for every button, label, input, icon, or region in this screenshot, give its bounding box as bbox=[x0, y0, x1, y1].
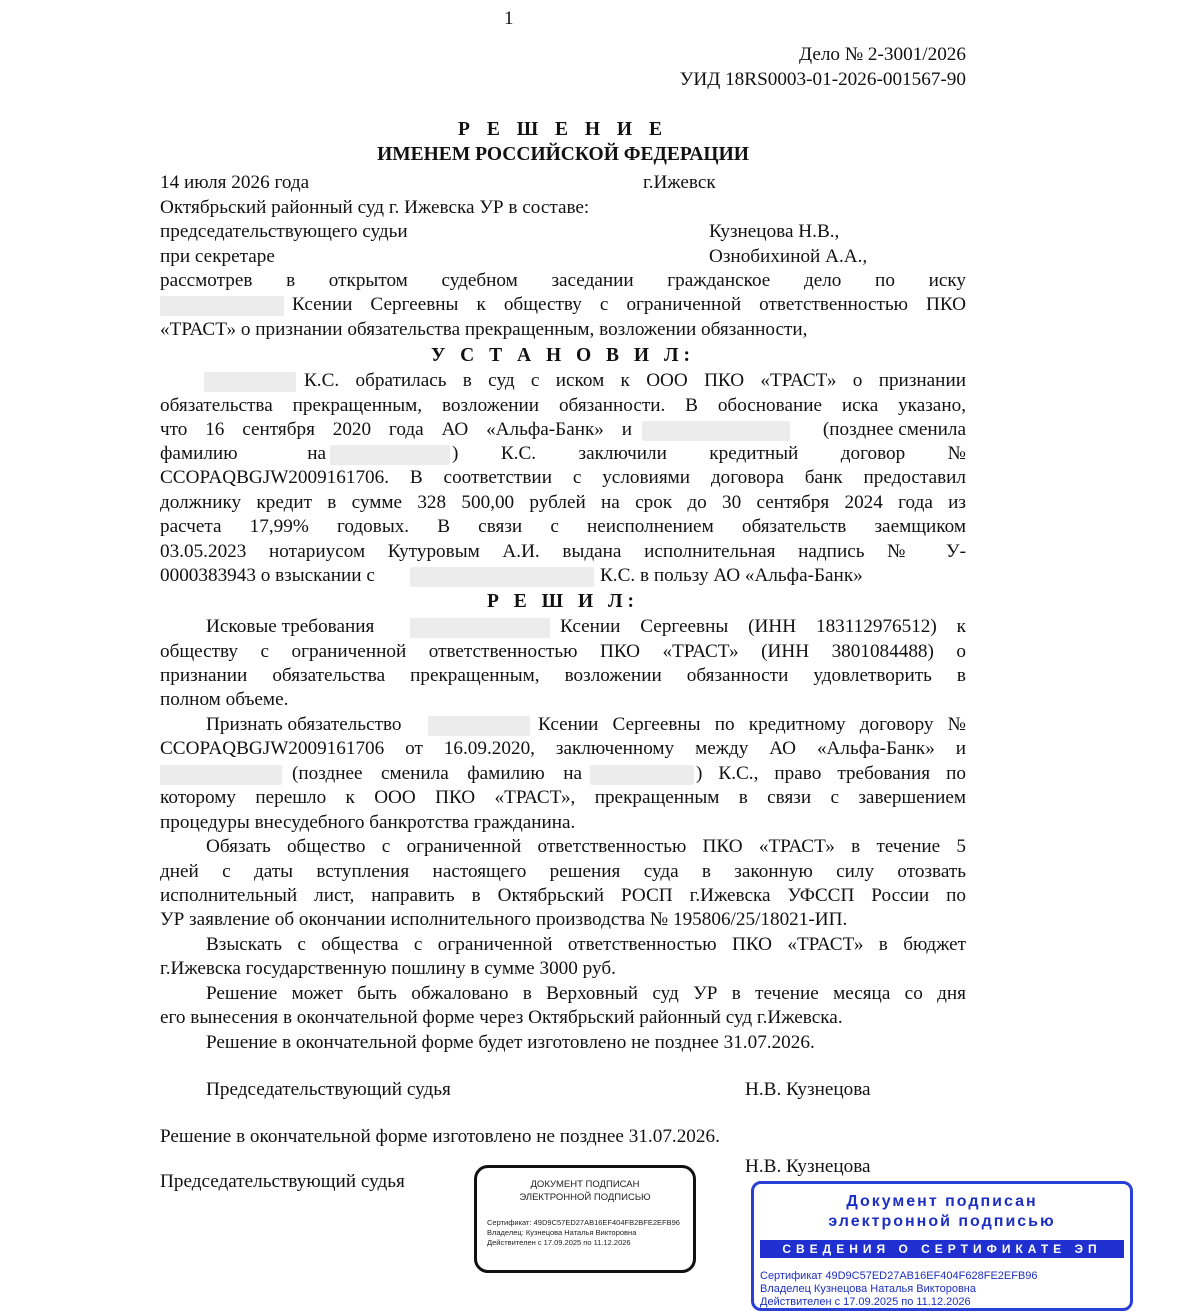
decision-date: 14 июля 2026 года bbox=[160, 172, 310, 193]
established-line: К.С. обратилась в суд с иском к ООО ПКО «ТРАСТ» о признании bbox=[304, 370, 966, 391]
decided-line: CCOPAQBGJW2009161706 от 16.09.2020, заключенному между АО «Альфа-Банк» и bbox=[160, 738, 966, 759]
stamp-blue-owner: Владелец Кузнецова Наталья Викторовна bbox=[760, 1283, 977, 1295]
redacted-name bbox=[204, 372, 296, 392]
redacted-name bbox=[410, 618, 550, 638]
judge-name: Кузнецова Н.В., bbox=[709, 221, 840, 242]
established-line: обязательства прекращенным, возложении обязанности. В обоснование иска указано, bbox=[160, 395, 966, 416]
decided-line: Исковые требования bbox=[206, 616, 375, 637]
decided-line: Решение может быть обжаловано в Верховный суд УР в течение месяца со дня bbox=[206, 983, 966, 1004]
document-title: Р Е Ш Е Н И Е bbox=[458, 119, 668, 140]
signature-name-2: Н.В. Кузнецова bbox=[745, 1156, 871, 1177]
signature-name: Н.В. Кузнецова bbox=[745, 1079, 871, 1100]
decided-line: УР заявление об окончании исполнительного производства № 195806/25/18021-ИП. bbox=[160, 909, 848, 930]
established-line: что 16 сентября 2020 года АО «Альфа-Банк» и bbox=[160, 419, 632, 440]
established-line: фамилию на bbox=[160, 443, 326, 464]
established-line: CCOPAQBGJW2009161706. В соответствии с условиями договора банк предоставил bbox=[160, 467, 966, 488]
redacted-name bbox=[160, 765, 282, 785]
established-line: ) К.С. заключили кредитный договор № bbox=[452, 443, 966, 464]
stamp-blue-valid: Действителен с 17.09.2025 по 11.12.2026 bbox=[760, 1296, 971, 1308]
stamp-line1: ДОКУМЕНТ ПОДПИСАН bbox=[530, 1179, 640, 1190]
secretary-name: Ознобихиной А.А., bbox=[709, 246, 868, 267]
stamp-valid: Действителен с 17.09.2025 по 11.12.2026 bbox=[487, 1238, 631, 1247]
redacted-name bbox=[160, 296, 284, 316]
signature-role: Председательствующий судья bbox=[206, 1079, 451, 1100]
decided-line: Ксении Сергеевны по кредитному договору № bbox=[538, 714, 966, 735]
stamp-line2: ЭЛЕКТРОННОЙ ПОДПИСЬЮ bbox=[519, 1192, 651, 1203]
redacted-name bbox=[642, 421, 790, 441]
established-line: должнику кредит в сумме 328 500,00 рублей на срок до 30 сентября 2024 года из bbox=[160, 492, 966, 513]
case-number: Дело № 2-3001/2026 bbox=[799, 44, 966, 65]
e-signature-stamp bbox=[474, 1165, 696, 1273]
page-number: 1 bbox=[504, 8, 514, 29]
intro-line: рассмотрев в открытом судебном заседании гражданское дело по иску bbox=[160, 270, 966, 291]
decided-line: исполнительный лист, направить в Октябрьский РОСП г.Ижевска УФССП России по bbox=[160, 885, 966, 906]
document-subtitle: ИМЕНЕМ РОССИЙСКОЙ ФЕДЕРАЦИИ bbox=[377, 144, 749, 165]
decided-line: обществу с ограниченной ответственностью ПКО «ТРАСТ» (ИНН 3801084488) о bbox=[160, 641, 966, 662]
e-signature-stamp-blue bbox=[751, 1181, 1133, 1311]
intro-line: «ТРАСТ» о признании обязательства прекращенным, возложении обязанности, bbox=[160, 319, 808, 340]
signature-role-2: Председательствующий судья bbox=[160, 1171, 405, 1192]
decided-line: дней с даты вступления настоящего решения суда в законную силу отозвать bbox=[160, 861, 966, 882]
decided-line: процедуры внесудебного банкротства гражданина. bbox=[160, 812, 576, 833]
secretary-role: при секретаре bbox=[160, 246, 275, 267]
stamp-blue-line2: электронной подписью bbox=[828, 1213, 1056, 1230]
established-line: (позднее сменила bbox=[822, 419, 966, 440]
court-line: Октябрьский районный суд г. Ижевска УР в составе: bbox=[160, 197, 590, 218]
established-line: расчета 17,99% годовых. В связи с неисполнением обязательств заемщиком bbox=[160, 516, 966, 537]
stamp-owner: Владелец: Кузнецова Наталья Викторовна bbox=[487, 1228, 637, 1237]
decided-heading: Р Е Ш И Л: bbox=[486, 591, 640, 612]
redacted-name bbox=[590, 765, 694, 785]
judge-role: председательствующего судьи bbox=[160, 221, 408, 242]
stamp-blue-line1: Документ подписан bbox=[846, 1193, 1038, 1210]
decided-line: полном объеме. bbox=[160, 689, 289, 710]
decided-line: признании обязательства прекращенным, возложении обязанности удовлетворить в bbox=[160, 665, 966, 686]
redacted-name bbox=[428, 716, 530, 736]
redacted-name bbox=[410, 567, 594, 587]
established-line: К.С. в пользу АО «Альфа-Банк» bbox=[600, 565, 863, 586]
established-heading: У С Т А Н О В И Л: bbox=[430, 345, 695, 366]
established-line: 03.05.2023 нотариусом Кутуровым А.И. выдана исполнительная надпись № У- bbox=[160, 541, 966, 562]
decided-line: Взыскать с общества с ограниченной ответственностью ПКО «ТРАСТ» в бюджет bbox=[206, 934, 966, 955]
decided-line: которому перешло к ООО ПКО «ТРАСТ», прекращенным в связи с завершением bbox=[160, 787, 966, 808]
decided-line: г.Ижевска государственную пошлину в сумме 3000 руб. bbox=[160, 958, 616, 979]
decided-line: Обязать общество с ограниченной ответственностью ПКО «ТРАСТ» в течение 5 bbox=[206, 836, 966, 857]
decided-line: (позднее сменила фамилию на bbox=[292, 763, 582, 784]
decision-city: г.Ижевск bbox=[643, 172, 716, 193]
decided-line: Признать обязательство bbox=[206, 714, 402, 735]
stamp-cert: Сертификат: 49D9C57ED27AB16EF404FB2BFE2EFB96 bbox=[487, 1218, 680, 1227]
decided-line: его вынесения в окончательной форме через Октябрьский районный суд г.Ижевска. bbox=[160, 1007, 843, 1028]
decided-line: Решение в окончательной форме будет изготовлено не позднее 31.07.2026. bbox=[206, 1032, 815, 1053]
final-note: Решение в окончательной форме изготовлено не позднее 31.07.2026. bbox=[160, 1126, 720, 1147]
intro-line: Ксении Сергеевны к обществу с ограниченной ответственностью ПКО bbox=[292, 294, 966, 315]
uid: УИД 18RS0003-01-2026-001567-90 bbox=[679, 69, 966, 90]
established-line: 0000383943 о взыскании с bbox=[160, 565, 375, 586]
decided-line: ) К.С., право требования по bbox=[696, 763, 966, 784]
stamp-blue-bar: СВЕДЕНИЯ О СЕРТИФИКАТЕ ЭП bbox=[760, 1240, 1124, 1258]
decided-line: Ксении Сергеевны (ИНН 183112976512) к bbox=[560, 616, 966, 637]
stamp-blue-cert: Сертификат 49D9C57ED27AB16EF404F628FE2EFB96 bbox=[760, 1270, 1038, 1282]
redacted-name bbox=[330, 445, 450, 465]
